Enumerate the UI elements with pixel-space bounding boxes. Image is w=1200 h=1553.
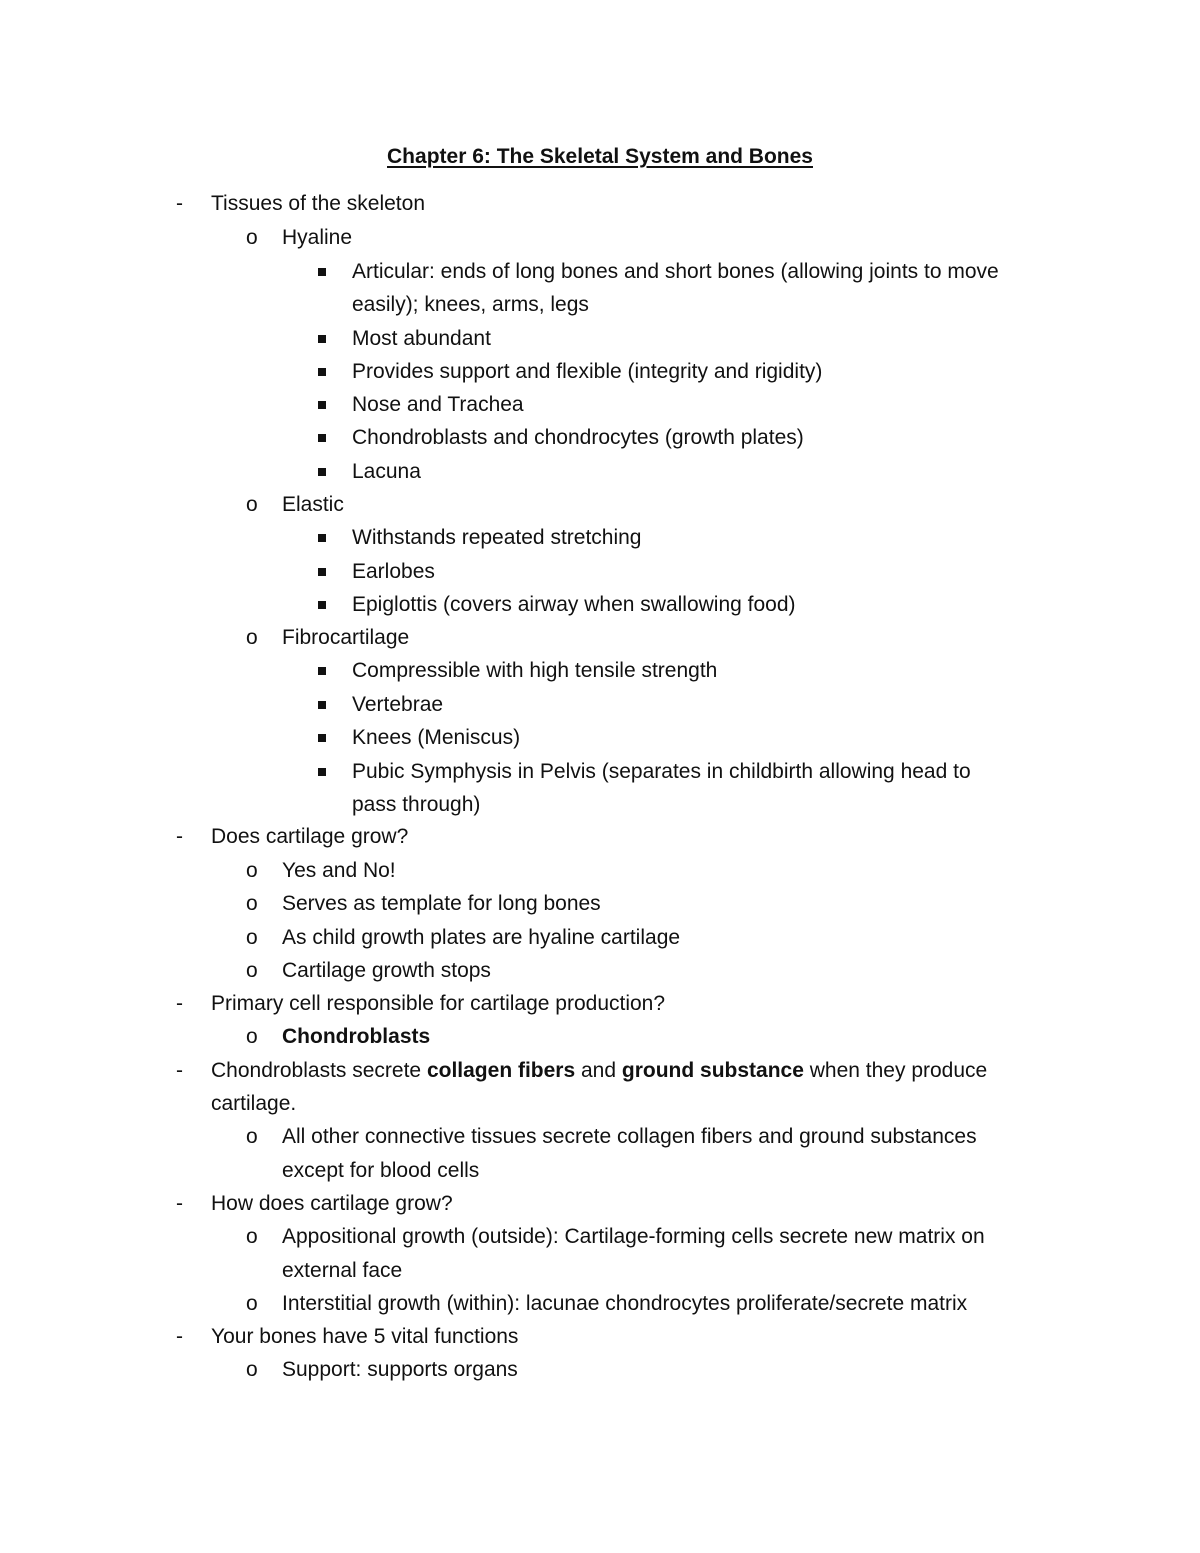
dash-bullet: - xyxy=(176,1325,183,1348)
dash-bullet: - xyxy=(176,1059,183,1082)
secrete-term-ground-substance: ground substance xyxy=(621,1059,804,1082)
circle-bullet: o xyxy=(246,226,258,249)
hyaline-item: Chondroblasts and chondrocytes (growth plates) xyxy=(352,426,804,449)
circle-bullet: o xyxy=(246,1225,258,1248)
cartilage-grow-item: Serves as template for long bones xyxy=(282,892,601,915)
secrete-text: when they produce xyxy=(803,1059,988,1082)
square-bullet xyxy=(318,335,326,343)
outline-item-hyaline: Hyaline xyxy=(282,226,353,249)
outline-item-elastic: Elastic xyxy=(282,493,344,516)
circle-bullet: o xyxy=(246,626,258,649)
circle-bullet: o xyxy=(246,892,258,915)
hyaline-item: Provides support and flexible (integrity and rigidity) xyxy=(352,360,823,383)
circle-bullet: o xyxy=(246,1025,258,1048)
fibro-item: Vertebrae xyxy=(352,693,444,716)
dash-bullet: - xyxy=(176,992,183,1015)
dash-bullet: - xyxy=(176,1192,183,1215)
outline-item-secrete-continued: cartilage. xyxy=(211,1092,297,1115)
square-bullet xyxy=(318,768,326,776)
hyaline-item: Articular: ends of long bones and short bones (allowing joints to move xyxy=(352,260,999,283)
outline-item-fibrocartilage: Fibrocartilage xyxy=(282,626,410,649)
square-bullet xyxy=(318,468,326,476)
circle-bullet: o xyxy=(246,926,258,949)
secrete-item-continued: except for blood cells xyxy=(282,1159,480,1182)
circle-bullet: o xyxy=(246,1358,258,1381)
hyaline-item: Most abundant xyxy=(352,327,491,350)
square-bullet xyxy=(318,434,326,442)
circle-bullet: o xyxy=(246,1125,258,1148)
how-grow-item: Interstitial growth (within): lacunae chondrocytes proliferate/secrete matrix xyxy=(282,1292,968,1315)
circle-bullet: o xyxy=(246,1292,258,1315)
cartilage-grow-item: Yes and No! xyxy=(282,859,396,882)
outline-item-how-grow: How does cartilage grow? xyxy=(211,1192,453,1215)
outline-item-primary-cell: Primary cell responsible for cartilage production? xyxy=(211,992,666,1015)
page-title: Chapter 6: The Skeletal System and Bones xyxy=(387,145,813,168)
square-bullet xyxy=(318,268,326,276)
how-grow-item: Appositional growth (outside): Cartilage-forming cells secrete new matrix on xyxy=(282,1225,985,1248)
secrete-term-collagen: collagen fibers xyxy=(426,1059,576,1082)
square-bullet xyxy=(318,734,326,742)
dash-bullet: - xyxy=(176,825,183,848)
circle-bullet: o xyxy=(246,959,258,982)
square-bullet xyxy=(318,401,326,409)
fibro-item-continued: pass through) xyxy=(352,793,481,816)
functions-item: Support: supports organs xyxy=(282,1358,518,1381)
cartilage-grow-item: Cartilage growth stops xyxy=(282,959,491,982)
square-bullet xyxy=(318,667,326,675)
hyaline-item-continued: easily); knees, arms, legs xyxy=(352,293,589,316)
elastic-item: Withstands repeated stretching xyxy=(352,526,642,549)
cartilage-grow-item: As child growth plates are hyaline cartilage xyxy=(282,926,681,949)
fibro-item: Knees (Meniscus) xyxy=(352,726,521,749)
hyaline-item: Nose and Trachea xyxy=(352,393,524,416)
square-bullet xyxy=(318,601,326,609)
square-bullet xyxy=(318,701,326,709)
secrete-text: and xyxy=(575,1059,622,1082)
fibro-item: Compressible with high tensile strength xyxy=(352,659,718,682)
square-bullet xyxy=(318,534,326,542)
circle-bullet: o xyxy=(246,859,258,882)
circle-bullet: o xyxy=(246,493,258,516)
secrete-item: All other connective tissues secrete collagen fibers and ground substances xyxy=(282,1125,977,1148)
outline-item-functions: Your bones have 5 vital functions xyxy=(211,1325,519,1348)
primary-cell-answer: Chondroblasts xyxy=(282,1025,431,1048)
elastic-item: Earlobes xyxy=(352,560,435,583)
hyaline-item: Lacuna xyxy=(352,460,421,483)
fibro-item: Pubic Symphysis in Pelvis (separates in childbirth allowing head to xyxy=(352,760,971,783)
how-grow-item-continued: external face xyxy=(282,1259,403,1282)
square-bullet xyxy=(318,368,326,376)
dash-bullet: - xyxy=(176,192,183,215)
outline-item-secrete xyxy=(211,1057,987,1085)
secrete-text: Chondroblasts secrete xyxy=(211,1059,427,1082)
outline-item-tissues: Tissues of the skeleton xyxy=(211,192,425,215)
outline-item-cartilage-grow: Does cartilage grow? xyxy=(211,825,409,848)
elastic-item: Epiglottis (covers airway when swallowing food) xyxy=(352,593,796,616)
square-bullet xyxy=(318,568,326,576)
